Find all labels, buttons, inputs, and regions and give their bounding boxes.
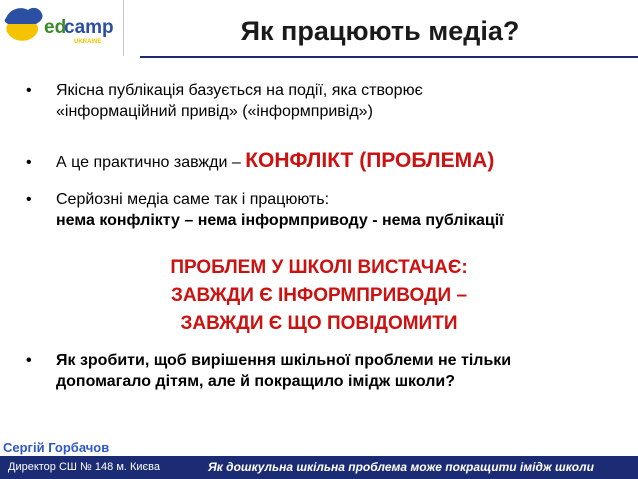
footer-topic: Як дошкульна шкільна проблема може покращити імідж школи (208, 460, 594, 474)
bullet-3-line-2: нема конфлікту – нема інформприводу - нема публікації (56, 212, 504, 229)
bullet-1-text (56, 80, 616, 122)
footer-role: Директор СШ № 148 м. Києва (8, 461, 160, 473)
logo-brand-prefix: ed (44, 17, 67, 38)
bullet-dot: • (26, 154, 32, 171)
logo-brand-suffix: camp (64, 17, 114, 38)
bullet-dot: • (26, 82, 32, 99)
centered-message (0, 254, 638, 338)
bullet-3-line-1: Серйозні медіа саме так і працюють: (56, 191, 330, 208)
bullet-2-prefix: А це практично завжди – (56, 154, 246, 171)
logo-subtext: UKRAINE (74, 39, 102, 45)
title-underline (140, 56, 638, 58)
slide-title: Як працюють медіа? (240, 16, 520, 46)
bullet-1-line-2: «інформаційний привід» («інформпривід») (56, 103, 373, 120)
centered-message-line-3: ЗАВЖДИ Є ЩО ПОВІДОМИТИ (180, 313, 458, 334)
conflict-highlight: КОНФЛІКТ (ПРОБЛЕМА) (245, 149, 495, 172)
bullet-4-line-2: допомагало дітям, але й покращило імідж школи? (56, 373, 455, 390)
bullet-4-text (56, 350, 616, 392)
bullet-4-line-1: Як зробити, щоб вирішення шкільної проблеми не тільки (56, 352, 512, 369)
centered-message-line-2: ЗАВЖДИ Є ІНФОРМПРИВОДИ – (170, 285, 468, 306)
edcamp-logo (0, 0, 122, 56)
centered-message-line-1: ПРОБЛЕМ У ШКОЛІ ВИСТАЧАЄ: (170, 257, 468, 278)
bullet-dot: • (26, 191, 32, 208)
logo-divider (123, 0, 124, 56)
footer-author: Сергій Горбачов (3, 440, 110, 455)
bullet-dot: • (26, 352, 32, 369)
bullet-3-text (56, 189, 616, 231)
bullet-1-line-1: Якісна публікація базується на події, яка створює (56, 82, 423, 99)
logo-graphic (0, 0, 122, 56)
bullet-2-text (56, 150, 616, 173)
